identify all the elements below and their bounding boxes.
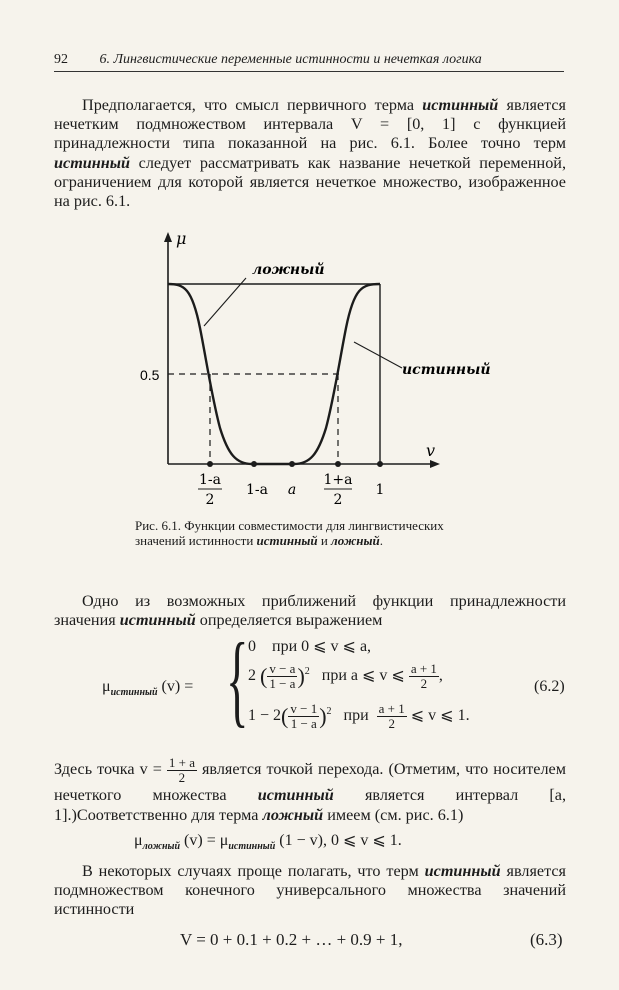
y-axis-label: μ bbox=[176, 229, 187, 248]
eqf-mu1: μ bbox=[134, 832, 143, 849]
eq62-case3-fden: 2 bbox=[388, 716, 395, 731]
para3-text-4: имеем (см. рис. 6.1) bbox=[323, 806, 464, 824]
eq62-brace: { bbox=[226, 622, 249, 737]
eq62-case3-cond2: ⩽ v ⩽ 1. bbox=[410, 707, 470, 725]
membership-chart bbox=[140, 228, 491, 518]
x-tick-3: a bbox=[287, 482, 297, 498]
eq62-case2-frac2 bbox=[409, 662, 439, 691]
eq62-arg: (v) = bbox=[161, 678, 194, 695]
para2-term: истинный bbox=[119, 611, 196, 630]
para1-text-2: является нечетким подмножеством интервала V = [0, 1] с функцией принадлежности типа показанной на рис. 6.1. Более точно терм bbox=[54, 96, 566, 153]
x-axis-arrow bbox=[430, 460, 440, 468]
x-tick-4-den: 2 bbox=[333, 492, 343, 508]
eq62-case1-cond: при 0 ⩽ v ⩽ a, bbox=[272, 638, 372, 655]
caption-prefix: Рис. 6.1. Функции совместимости для лингвистических значений истинности bbox=[135, 518, 444, 548]
x-tick-1-num: 1-a bbox=[199, 472, 221, 488]
paragraph-3 bbox=[54, 756, 566, 825]
point-1-a bbox=[251, 461, 257, 467]
para3-frac bbox=[167, 756, 197, 785]
eq62-case3-frac2 bbox=[377, 702, 407, 731]
caption-term-1: истинный bbox=[256, 533, 318, 548]
para3-term-2: ложный bbox=[262, 806, 324, 824]
point-1 bbox=[377, 461, 383, 467]
para1-text-3: следует рассматривать как название нечеткой переменной, ограничением для которой является нечеткое множество, изображенное на рис. 6.1. bbox=[54, 153, 566, 211]
eqf-sub1: ложный bbox=[142, 841, 181, 853]
eqf-sub2: истинный bbox=[228, 841, 276, 853]
eq62-case2-frac bbox=[267, 662, 297, 691]
eq62-case3-num: v − 1 bbox=[290, 701, 318, 716]
eq62-case3-pow: 2 bbox=[326, 705, 332, 717]
para1-text-1: Предполагается, что смысл первичного терма bbox=[82, 96, 423, 114]
para1-term-2: истинный bbox=[54, 153, 130, 172]
para3-frac-den: 2 bbox=[178, 770, 186, 785]
label-true: истинный bbox=[402, 362, 491, 378]
paragraph-1 bbox=[54, 96, 566, 211]
eqf-end: (1 − v), 0 ⩽ v ⩽ 1. bbox=[279, 832, 402, 849]
eqf-mid: (v) = μ bbox=[184, 832, 229, 849]
eq62-case-3: 1 − 2( $\frac{v - 1}{1 - a}$ )$^2$ при $\frac{a + 1}{2}$ ⩽ v ⩽ 1. bbox=[248, 701, 470, 731]
eq62-case3-coef: 1 − 2 bbox=[248, 707, 282, 725]
eq62-case2-pow: 2 bbox=[304, 665, 310, 677]
x-tick-2: 1-a bbox=[246, 482, 268, 498]
para3-text-2: является точкой перехода. (Отметим, что носителем нечеткого множества bbox=[54, 760, 566, 804]
eq62-case-2: 2 ( $\frac{v - a}{1 - a}$ )$^2$ при a ⩽ v ⩽ $\frac{a + 1}{2}$ , bbox=[248, 661, 443, 691]
para4-text-1: В некоторых случаях проще полагать, что терм bbox=[82, 862, 425, 880]
para3-frac-num: 1 + a bbox=[168, 755, 195, 770]
x-tick-labels bbox=[198, 472, 384, 508]
eq62-case2-cond1: при a ⩽ v ⩽ bbox=[321, 667, 405, 685]
curve-false-true bbox=[168, 284, 380, 464]
y-tick-half: 0.5 bbox=[140, 367, 160, 383]
para3-text-1: Здесь точка v = bbox=[54, 760, 162, 779]
paragraph-2 bbox=[54, 592, 566, 630]
eq62-case2-fden: 2 bbox=[420, 676, 428, 691]
eq62-case1-val: 0 bbox=[248, 638, 256, 655]
eq62-case2-coef: 2 bbox=[248, 667, 256, 685]
eq62-case2-den: 1 − a bbox=[269, 676, 296, 691]
eq62-mu: μ bbox=[102, 678, 111, 695]
eq62-mu-sub: истинный bbox=[110, 687, 158, 699]
eq63-number: (6.3) bbox=[530, 930, 563, 949]
x-tick-1-den: 2 bbox=[205, 492, 215, 508]
eq62-case3-fnum: a + 1 bbox=[378, 701, 405, 716]
para4-term: истинный bbox=[424, 862, 501, 880]
eq62-case-1 bbox=[248, 636, 371, 656]
point-1-plus-a-2 bbox=[335, 461, 341, 467]
running-header bbox=[54, 52, 564, 72]
para2-text-1: Одно из возможных приближений функции принадлежности значения bbox=[54, 592, 566, 630]
eq62-case2-num: v − a bbox=[269, 661, 296, 676]
eq62-case2-fnum: a + 1 bbox=[410, 661, 437, 676]
para1-term-1: истинный bbox=[422, 96, 499, 114]
figure-caption bbox=[135, 518, 455, 548]
para3-text-3: является интервал [a, 1].)Соответственно для терма bbox=[54, 786, 567, 824]
leader-true bbox=[354, 342, 402, 368]
label-false: ложный bbox=[252, 262, 325, 278]
eq62-case3-frac bbox=[288, 702, 319, 731]
para3-term-1: истинный bbox=[257, 786, 334, 804]
running-title: 6. Лингвистические переменные истинности и нечеткая логика bbox=[99, 52, 482, 67]
caption-end: . bbox=[379, 533, 383, 548]
eq62-lhs bbox=[102, 678, 193, 698]
point-1-a-2 bbox=[207, 461, 213, 467]
x-tick-4-num: 1+a bbox=[323, 472, 353, 488]
eq62-case2-cond2: , bbox=[438, 667, 443, 685]
caption-mid: и bbox=[317, 533, 332, 548]
page-number: 92 bbox=[54, 52, 68, 67]
point-a bbox=[289, 461, 295, 467]
eq-false bbox=[134, 830, 402, 852]
eq62-case3-den: 1 − a bbox=[290, 716, 317, 731]
para2-text-2: определяется выражением bbox=[195, 611, 383, 630]
leader-false bbox=[204, 278, 246, 326]
eq62-case3-cond1: при bbox=[343, 707, 369, 725]
para4-text-2: является подмножеством конечного универсального множества значений истинности bbox=[54, 862, 566, 919]
eq63: V = 0 + 0.1 + 0.2 + … + 0.9 + 1, bbox=[180, 930, 403, 949]
eq62-number: (6.2) bbox=[534, 678, 565, 695]
caption-term-2: ложный bbox=[331, 533, 380, 548]
x-axis-label: v bbox=[426, 441, 436, 460]
y-axis-arrow bbox=[164, 232, 172, 242]
paragraph-4 bbox=[54, 862, 566, 920]
x-tick-5: 1 bbox=[375, 482, 385, 498]
figure-6-1 bbox=[140, 228, 491, 523]
